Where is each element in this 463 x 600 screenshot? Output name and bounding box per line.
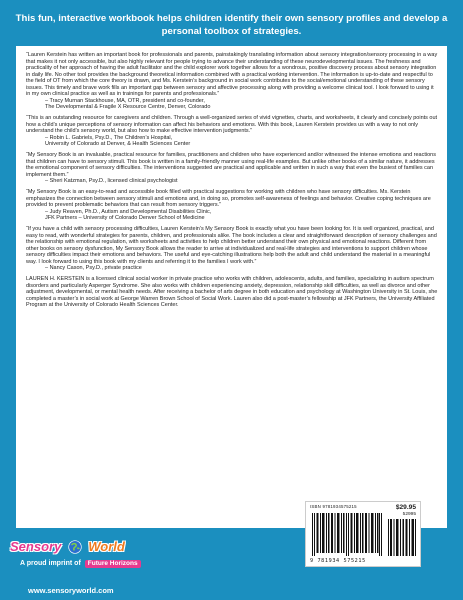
publisher-website: www.sensoryworld.com: [28, 586, 114, 595]
price-block: [396, 504, 416, 518]
endorsements-panel: [16, 46, 447, 528]
quote-attribution: – Nancy Cason, Psy.D., private practice: [45, 265, 142, 272]
isbn-label: ISBN 9781934575215: [310, 504, 357, 509]
quote-attribution: – Judy Reaven, Ph.D., Autism and Developmental Disabilities Clinic,: [45, 208, 212, 215]
logo-word-world: World: [88, 539, 125, 554]
barcode-bars: [312, 513, 382, 556]
quote-text: “If you have a child with sensory processing difficulties, Lauren Kerstein’s My Sensory Book is exactly what you have been looking for. It is well organized, practical, and easy to read, with wonderful strategies for parents, children, and professionals alike. The book includes a clear and straightforward description of sensory challenges and the relationship with emotional regulation, with worksheets and activities to help children better understand their own physical and emotional reactions. Different from other books on sensory dysfunction, My Sensory Book allows the reader to arrive at individualized and real-life strategies and interventions to support children whose sensory difficulties impact their emotions and behaviors. The useful and eye-catching illustrations help both the adult and child understand the material in a meaningful way. I look forward to using this book with my clients and referring it to the families I work with.”: [26, 226, 437, 265]
quote-attribution-line2: The Developmental & Fragile X Resource Centre, Denver, Colorado: [45, 104, 211, 110]
price-barcode-bars: [388, 519, 416, 556]
quote-text: “Lauren Kerstein has written an important book for professionals and parents, painstakingly translating information about sensory integration/sensory processing in a way that makes it not only accessible, but also highly relevant for people trying to advance their understanding of these neurodevelopmental issues. The freshness and practicality of her approach of having the adult facilitator and the child explorer work together allows for a wondrous, positive discovery process about sensory integration in daily life. No other tool provides the background theoretical information combined with a practical working intervention. The information is up-to-date and respectful to the field of OT from which the core theory is drawn, and Ms. Kerstein’s background in social work contributes to the social/emotional understanding of these sensory issues. This timely and brave work fills an important gap between sensory and affective processing along with providing a welcome clinical tool. I look forward to using it in my own clinical practice as well as in trainings for parents and professionals.”: [26, 52, 438, 97]
endorsement-quote: [26, 52, 439, 111]
quote-attribution-line2: University of Colorado at Denver, & Health Sciences Center: [45, 141, 191, 148]
logo-wordmark: [10, 538, 125, 556]
endorsement-quote: [26, 152, 439, 185]
endorsement-quote: [26, 115, 439, 148]
endorsement-quote: [26, 189, 439, 222]
imprint-line: [20, 560, 141, 568]
barcode-number: 9 781934 575215: [310, 558, 366, 564]
quote-attribution: – Sheri Katzman, Psy.D., licensed clinical psychologist: [45, 178, 178, 185]
imprint-name: Future Horizons: [85, 560, 141, 568]
author-bio: LAUREN H. KERSTEIN is a licensed clinical social worker in private practice who works with children, adolescents, adults, and families, specializing in autism spectrum disorders and particularly Asperger Syndrome. She also works with children experiencing anxiety, depression, relationship skill difficulties, as well as divorce and other adjustment, developmental, or mental health needs. After receiving a bachelor of arts degree in both education and psychology at Washington University in St. Louis, she completed a master’s in social work at George Warren Brown School of Social Work. Lauren also did a post-master’s fellowship at JFK Partners, the University Affiliated Program at the University of Colorado Health Sciences Center.: [26, 276, 438, 309]
back-cover-headline: This fun, interactive workbook helps children identify their own sensory profiles and develop a personal toolbox of strategies.: [15, 13, 448, 37]
quote-text: “This is an outstanding resource for caregivers and children. Through a well-organized series of vivid vignettes, charts, and worksheets, it clearly and concisely points out how a child’s unique perceptions of sensory information can affect his behaviors and emotions. With this book, Lauren Kerstein provides us with a way to not only understand the child’s sensory world, but also how to make effective intervention judgments.”: [26, 115, 438, 135]
publisher-logo: [10, 538, 162, 582]
quote-attribution-line2: JFK Partners – University of Colorado Denver School of Medicine: [45, 215, 205, 222]
endorsement-quote: [26, 226, 439, 272]
imprint-prefix: A proud imprint of: [20, 560, 81, 567]
quote-text: “My Sensory Book is an easy-to-read and accessible book filled with practical suggestions for working with children who have sensory difficulties. Ms. Kerstein emphasizes the connection between sensory stimuli and emotions and, in doing so, promotes self-awareness of feelings and behavior. Creative coping techniques are provided to prevent problematic behaviors that can result from sensory triggers.”: [26, 189, 431, 209]
quote-attribution: – Tracy Murnan Stackhouse, MA, OTR, president and co-founder,: [45, 97, 205, 104]
price-label: $29.95: [395, 504, 416, 511]
logo-word-sensory: Sensory: [10, 539, 62, 554]
price-code: 52995: [402, 512, 416, 517]
globe-icon: [68, 540, 82, 554]
quote-text: “My Sensory Book is an invaluable, practical resource for families, practitioners and children who have experienced and/or witnessed the intense emotions and reactions that children can have to sensory stimuli. This book is written in a family-friendly manner using real-life examples. But unlike other books of a similar nature, it addresses the emotional component of sensory difficulties. The interventions suggested are practical and applicable and written in such a way that even the busiest of families can implement them.”: [26, 152, 436, 178]
quote-attribution: – Robin L. Gabriels, Psy.D., The Children’s Hospital,: [45, 134, 173, 141]
isbn-barcode: [305, 501, 421, 567]
